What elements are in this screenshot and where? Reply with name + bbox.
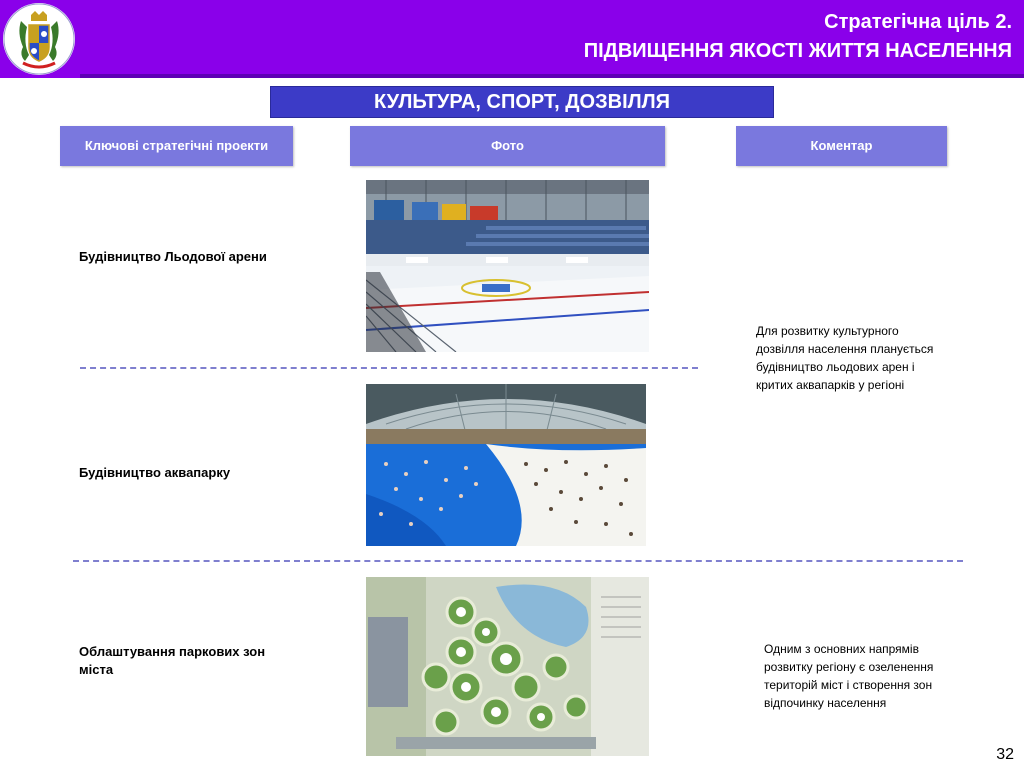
project-label-aquapark: Будівництво аквапарку [79, 465, 231, 480]
column-header-comment: Коментар [736, 126, 947, 166]
page-number: 32 [996, 746, 1014, 763]
slide-title-line2: ПІДВИЩЕННЯ ЯКОСТІ ЖИТТЯ НАСЕЛЕННЯ [583, 40, 1012, 62]
row-divider [73, 560, 963, 562]
region-emblem-icon [3, 3, 75, 75]
column-header-projects: Ключові стратегічні проекти [60, 126, 293, 166]
column-header-photo: Фото [350, 126, 665, 166]
park-zones-plan-photo [366, 577, 649, 756]
ice-arena-photo [366, 180, 649, 352]
project-label-ice-arena: Будівництво Льодової арени [79, 249, 267, 264]
slide-title-line1: Стратегічна ціль 2. [824, 11, 1012, 33]
header-bar [0, 0, 1024, 78]
row-divider [80, 367, 698, 369]
aquapark-photo [366, 384, 646, 546]
project-label-park-zones: Облаштування паркових зон міста [79, 644, 266, 677]
comment-ice-arena-aquapark: Для розвитку культурного дозвілля населення планується будівництво льодових арен і критих аквапарків у регіоні [756, 324, 934, 392]
section-title: КУЛЬТУРА, СПОРТ, ДОЗВІЛЛЯ [270, 86, 774, 118]
comment-park-zones: Одним з основних напрямів розвитку регіону є озеленення територій міст і створення зон відпочинку населення [764, 642, 934, 710]
header-stripe [80, 74, 1024, 78]
